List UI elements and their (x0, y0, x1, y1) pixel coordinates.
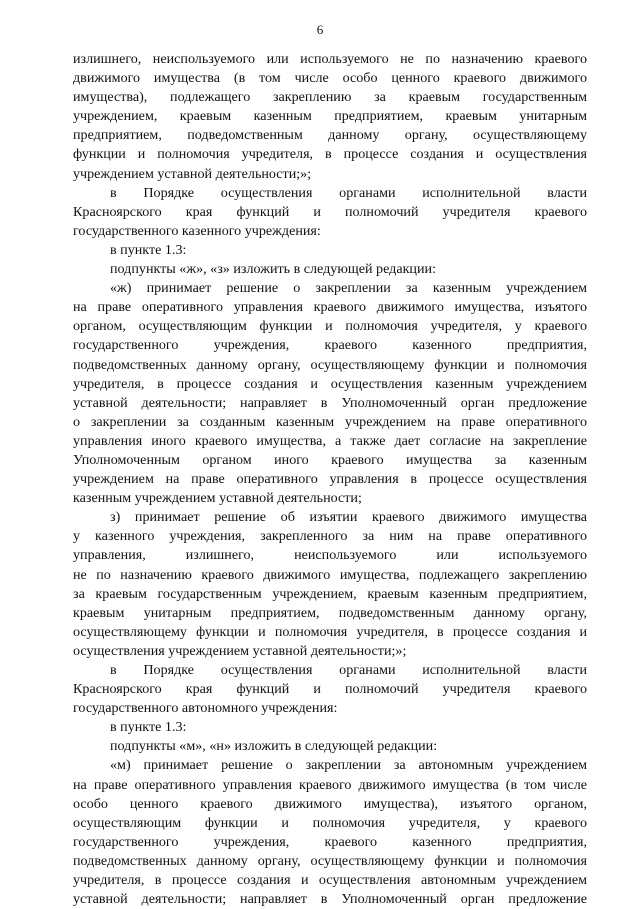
text-line: осуществления учреждением уставной деятельности;»; (73, 642, 407, 659)
text-line: в Порядке осуществления органами исполнительной власти (110, 184, 587, 201)
text-line: Красноярского края функций и полномочий учредителя краевого (73, 681, 587, 698)
text-line: подпункты «ж», «з» изложить в следующей редакции: (110, 261, 436, 278)
text-line: государственного учреждения, краевого казенного предприятия, (73, 833, 587, 850)
text-line: учреждением, краевым казенным предприятием, краевым унитарным (73, 108, 587, 125)
text-line: учредителя, в процессе создания и осуществления автономным учреждением (73, 872, 587, 889)
text-line: осуществляющим функции и полномочия учредителя, у краевого (73, 814, 587, 831)
text-line: государственного учреждения, краевого казенного предприятия, (73, 337, 587, 354)
text-line: о закреплении за созданным казенным учреждением на праве оперативного (73, 413, 587, 430)
text-line: функции и полномочия учредителя, в процессе создания и осуществления (73, 146, 587, 163)
text-line: предприятием, подведомственным данному органу, осуществляющему (73, 127, 587, 144)
text-line: излишнего, неиспользуемого или используемого не по назначению краевого (73, 51, 587, 67)
document-body (73, 50, 587, 909)
text-line: управления иного краевого имущества, а также дает согласие на закрепление (73, 432, 587, 449)
text-line: в Порядке осуществления органами исполнительной власти (110, 662, 587, 678)
text-line: учреждением уставной деятельности;»; (73, 165, 312, 182)
text-line: за краевым государственным учреждением, краевым казенным предприятием, (73, 585, 587, 602)
text-line: учредителя, в процессе создания и осуществления казенным учреждением (73, 375, 587, 392)
text-line: уставной деятельности; направляет в Уполномоченный орган предложение (73, 891, 587, 908)
text-line: государственного автономного учреждения: (73, 700, 338, 717)
text-line: органом, осуществляющим функции и полномочия учредителя, у краевого (73, 318, 587, 335)
text-line: движимого имущества (в том числе особо ценного краевого движимого (73, 70, 587, 87)
text-line: подпункты «м», «н» изложить в следующей редакции: (110, 738, 438, 755)
text-line: «м) принимает решение о закреплении за автономным учреждением (110, 757, 587, 774)
text-line: особо ценного краевого движимого имущества), изъятого органом, (73, 795, 587, 812)
text-line: государственного казенного учреждения: (73, 222, 321, 239)
text-line: имущества), подлежащего закреплению за краевым государственным (73, 89, 587, 106)
text-line: з) принимает решение об изъятии краевого движимого имущества (110, 509, 587, 526)
text-line: управления, излишнего, неиспользуемого или используемого (73, 547, 587, 564)
text-line: на праве оперативного управления краевого движимого имущества, изъятого (73, 299, 587, 316)
text-line: осуществляющему функции и полномочия учредителя, в процессе создания и (73, 623, 587, 640)
text-line: в пункте 1.3: (110, 719, 187, 736)
text-line: «ж) принимает решение о закреплении за казенным учреждением (110, 280, 587, 297)
text-line: краевым унитарным предприятием, подведомственным данному органу, (73, 604, 587, 621)
text-line: подведомственных данному органу, осуществляющему функции и полномочия (73, 356, 587, 373)
page-number: 6 (316, 22, 324, 37)
text-line: на праве оперативного управления краевого движимого имущества (в том числе (73, 776, 587, 793)
text-line: Красноярского края функций и полномочий учредителя краевого (73, 203, 587, 220)
text-line: Уполномоченным органом иного краевого имущества за казенным (73, 451, 587, 468)
text-line: казенным учреждением уставной деятельности; (73, 490, 362, 507)
text-line: в пункте 1.3: (110, 241, 187, 258)
text-line: не по назначению краевого движимого имущества, подлежащего закреплению (73, 566, 587, 583)
text-line: учреждением на праве оперативного управления в процессе осуществления (73, 471, 587, 488)
text-line: у казенного учреждения, закрепленного за ним на праве оперативного (73, 528, 587, 545)
text-line: уставной деятельности; направляет в Уполномоченный орган предложение (73, 394, 587, 411)
text-line: подведомственных данному органу, осуществляющему функции и полномочия (73, 852, 587, 869)
